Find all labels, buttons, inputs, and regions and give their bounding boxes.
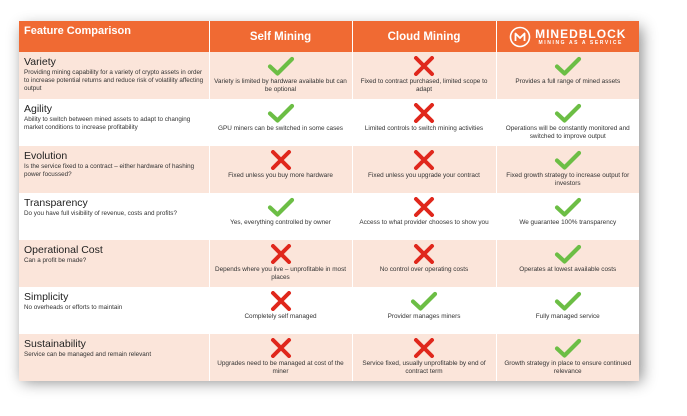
feature-description: Is the service fixed to a contract – either hardware of hashing power focussed? xyxy=(24,163,195,178)
self-text: Variety is limited by hardware available but can be optional xyxy=(214,78,347,93)
table-row xyxy=(19,146,639,193)
minedblock-logo xyxy=(497,23,640,50)
feature-comparison-heading: Feature Comparison xyxy=(19,21,209,52)
feature-title: Operational Cost xyxy=(24,244,103,256)
feature-description: No overheads or efforts to maintain xyxy=(24,304,123,311)
cross-icon xyxy=(270,291,292,311)
cross-icon xyxy=(270,244,292,264)
cloud-cell xyxy=(352,193,496,240)
check-icon xyxy=(554,103,582,123)
mined-cell xyxy=(496,334,639,381)
feature-title: Variety xyxy=(24,56,56,68)
check-icon xyxy=(267,197,295,217)
cloud-text: Limited controls to switch mining activities xyxy=(364,125,484,132)
cloud-cell xyxy=(352,334,496,381)
cloud-text: Provider manages miners xyxy=(387,313,461,320)
cross-icon xyxy=(413,150,435,170)
cross-icon xyxy=(413,338,435,358)
table-row xyxy=(19,287,639,334)
feature-title: Sustainability xyxy=(24,338,86,350)
comparison-table xyxy=(19,21,639,381)
mined-cell xyxy=(496,99,639,146)
self-cell xyxy=(209,52,352,99)
cross-icon xyxy=(413,56,435,76)
cross-icon xyxy=(413,103,435,123)
feature-title: Evolution xyxy=(24,150,68,162)
cross-icon xyxy=(413,197,435,217)
cloud-cell xyxy=(352,240,496,287)
cloud-mining-heading: Cloud Mining xyxy=(352,21,496,52)
cross-icon xyxy=(270,150,292,170)
mined-text: Growth strategy in place to ensure continued relevance xyxy=(504,360,632,375)
mined-text: Fully managed service xyxy=(535,313,600,320)
check-icon xyxy=(554,244,582,264)
mined-text: We guarantee 100% transparency xyxy=(519,219,617,226)
minedblock-logo-icon xyxy=(509,26,531,48)
mined-cell xyxy=(496,193,639,240)
header-row xyxy=(19,21,639,52)
feature-cell xyxy=(19,193,209,240)
check-icon xyxy=(554,56,582,76)
feature-description: Providing mining capability for a variety of crypto assets in order to increase potential returns and reduce risk of volatility affecting output xyxy=(24,69,204,92)
mined-text: Provides a full range of mined assets xyxy=(515,78,621,85)
logo-name: MINEDBLOCK xyxy=(535,26,627,41)
self-text: Completely self managed xyxy=(244,313,317,320)
logo-tagline: MINING AS A SERVICE xyxy=(538,39,623,46)
feature-description: Do you have full visibility of revenue, costs and profits? xyxy=(24,210,177,217)
check-icon xyxy=(267,103,295,123)
self-cell xyxy=(209,287,352,334)
comparison-card xyxy=(19,21,639,376)
feature-description: Ability to switch between mined assets to adapt to changing market conditions to increase profitability xyxy=(24,116,191,131)
self-cell xyxy=(209,99,352,146)
self-mining-heading: Self Mining xyxy=(209,21,352,52)
table-row xyxy=(19,240,639,287)
feature-cell xyxy=(19,240,209,287)
feature-cell xyxy=(19,287,209,334)
feature-title: Agility xyxy=(24,103,53,115)
feature-title: Simplicity xyxy=(24,291,69,303)
cloud-text: No control over operating costs xyxy=(379,266,469,273)
self-text: Depends where you live – unprofitable in most places xyxy=(214,266,347,281)
check-icon xyxy=(554,150,582,170)
mined-text: Operates at lowest available costs xyxy=(519,266,617,273)
check-icon xyxy=(554,338,582,358)
feature-description: Can a profit be made? xyxy=(24,257,87,264)
mined-cell xyxy=(496,240,639,287)
feature-cell xyxy=(19,146,209,193)
table-row xyxy=(19,334,639,381)
cross-icon xyxy=(413,244,435,264)
cloud-cell xyxy=(352,146,496,193)
self-text: GPU miners can be switched in some cases xyxy=(217,125,344,132)
mined-cell xyxy=(496,52,639,99)
cloud-text: Service fixed, usually unprofitable by end of contract term xyxy=(362,360,486,375)
table-row xyxy=(19,99,639,146)
cloud-cell xyxy=(352,52,496,99)
self-cell xyxy=(209,193,352,240)
self-cell xyxy=(209,146,352,193)
check-icon xyxy=(554,197,582,217)
cloud-cell xyxy=(352,99,496,146)
mined-text: Operations will be constantly monitored and switched to improve output xyxy=(505,125,630,140)
cloud-cell xyxy=(352,287,496,334)
mindblock-logo-heading xyxy=(496,21,639,52)
feature-title: Transparency xyxy=(24,197,88,209)
cross-icon xyxy=(270,338,292,358)
mined-cell xyxy=(496,146,639,193)
check-icon xyxy=(267,56,295,76)
cloud-text: Access to what provider chooses to show you xyxy=(359,219,489,226)
check-icon xyxy=(554,291,582,311)
self-cell xyxy=(209,334,352,381)
self-text: Upgrades need to be managed at cost of the miner xyxy=(217,360,344,375)
mined-text: Fixed growth strategy to increase output for investors xyxy=(506,172,630,187)
table-row xyxy=(19,193,639,240)
feature-cell xyxy=(19,52,209,99)
feature-cell xyxy=(19,99,209,146)
self-text: Fixed unless you buy more hardware xyxy=(228,172,333,179)
cloud-text: Fixed to contract purchased, limited scope to adapt xyxy=(360,78,488,93)
table-row xyxy=(19,52,639,99)
self-text: Yes, everything controlled by owner xyxy=(230,219,331,226)
check-icon xyxy=(410,291,438,311)
feature-description: Service can be managed and remain relevant xyxy=(24,351,152,358)
cloud-text: Fixed unless you upgrade your contract xyxy=(368,172,480,179)
self-cell xyxy=(209,240,352,287)
feature-cell xyxy=(19,334,209,381)
mined-cell xyxy=(496,287,639,334)
